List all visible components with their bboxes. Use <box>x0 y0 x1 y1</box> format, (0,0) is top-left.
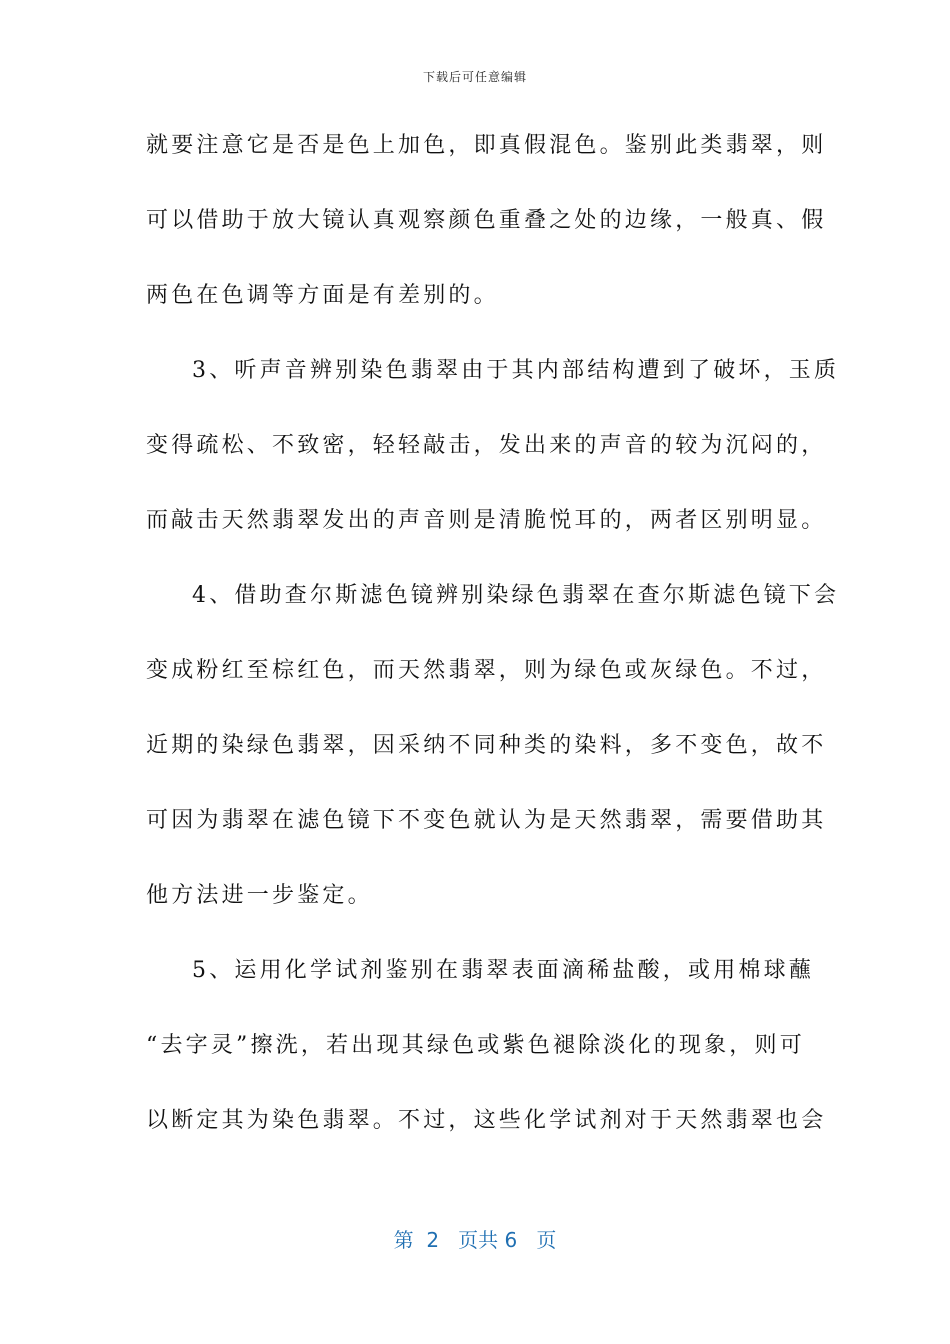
document-body <box>146 118 840 1168</box>
text-line: 可因为翡翠在滤色镜下不变色就认为是天然翡翠，需要借助其 <box>146 808 827 833</box>
paragraph-4-start: 4、借助查尔斯滤色镜辨别染绿色翡翠在查尔斯滤色镜下会 <box>192 583 840 608</box>
text-line: “去字灵”擦洗，若出现其绿色或紫色褪除淡化的现象，则可 <box>146 1033 805 1058</box>
text-line: 近期的染绿色翡翠，因采纳不同种类的染料，多不变色，故不 <box>146 733 827 758</box>
paragraph-3-start: 3、听声音辨别染色翡翠由于其内部结构遭到了破坏，玉质 <box>192 358 840 383</box>
text-line: 两色在色调等方面是有差别的。 <box>146 283 499 308</box>
text-line: 以断定其为染色翡翠。不过，这些化学试剂对于天然翡翠也会 <box>146 1108 827 1133</box>
text-line: 变成粉红至棕红色，而天然翡翠，则为绿色或灰绿色。不过， <box>146 658 827 683</box>
paragraph-5-start: 5、运用化学试剂鉴别在翡翠表面滴稀盐酸，或用棉球蘸 <box>192 958 814 983</box>
text-line: 可以借助于放大镜认真观察颜色重叠之处的边缘，一般真、假 <box>146 208 827 233</box>
text-line: 而敲击天然翡翠发出的声音则是清脆悦耳的，两者区别明显。 <box>146 508 827 533</box>
header-note: 下载后可任意编辑 <box>422 70 527 84</box>
text-line: 就要注意它是否是色上加色，即真假混色。鉴别此类翡翠，则 <box>146 133 827 158</box>
text-line: 变得疏松、不致密，轻轻敲击，发出来的声音的较为沉闷的， <box>146 433 827 458</box>
text-line: 他方法进一步鉴定。 <box>146 883 373 908</box>
page-number-footer: 第 2 页共 6 页 <box>393 1228 557 1252</box>
